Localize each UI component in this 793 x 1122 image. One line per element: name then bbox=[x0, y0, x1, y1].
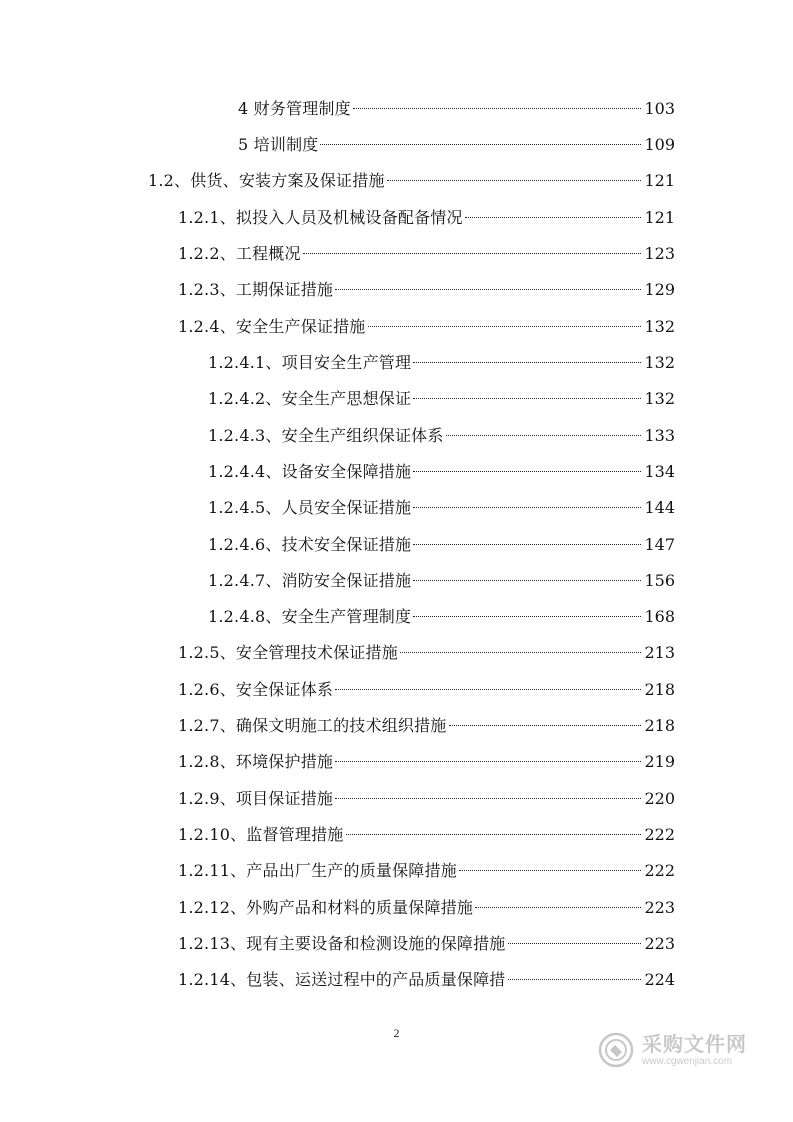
toc-entry[interactable] bbox=[0, 714, 675, 738]
toc-leader-dots bbox=[303, 253, 642, 254]
toc-leader-dots bbox=[508, 979, 642, 980]
toc-leader-dots bbox=[335, 798, 641, 799]
toc-entry[interactable] bbox=[0, 569, 675, 593]
toc-entry-title: 1.2.1、拟投入人员及机械设备配备情况 bbox=[178, 208, 463, 227]
toc-entry-title: 1.2.5、安全管理技术保证措施 bbox=[178, 643, 398, 662]
toc-leader-dots bbox=[353, 108, 642, 109]
toc-leader-dots bbox=[413, 507, 641, 508]
toc-entry[interactable] bbox=[0, 169, 675, 193]
toc-leader-dots bbox=[413, 616, 641, 617]
toc-entry-page: 222 bbox=[644, 861, 675, 880]
toc-entry[interactable] bbox=[0, 206, 675, 230]
toc-entry[interactable] bbox=[0, 787, 675, 811]
toc-leader-dots bbox=[335, 761, 641, 762]
toc-entry-page: 144 bbox=[644, 498, 675, 517]
toc-entry[interactable] bbox=[0, 315, 675, 339]
toc-entry[interactable] bbox=[0, 641, 675, 665]
toc-entry-title: 1.2.7、确保文明施工的技术组织措施 bbox=[178, 716, 447, 735]
toc-entry-title: 1.2.6、安全保证体系 bbox=[178, 680, 334, 699]
toc-entry-page: 132 bbox=[644, 317, 675, 336]
toc-entry-page: 134 bbox=[644, 462, 675, 481]
toc-entry-page: 223 bbox=[644, 898, 675, 917]
toc-entry-title: 1.2、供货、安装方案及保证措施 bbox=[148, 171, 385, 190]
toc-entry-title: 1.2.4、安全生产保证措施 bbox=[178, 317, 366, 336]
toc-entry-title: 1.2.10、监督管理措施 bbox=[178, 825, 344, 844]
toc-entry-page: 156 bbox=[644, 571, 675, 590]
toc-entry[interactable] bbox=[0, 605, 675, 629]
toc-entry[interactable] bbox=[0, 460, 675, 484]
toc-entry[interactable] bbox=[0, 533, 675, 557]
toc-entry-page: 219 bbox=[644, 752, 675, 771]
toc-entry-title: 4 财务管理制度 bbox=[238, 99, 351, 118]
toc-entry-title: 1.2.8、环境保护措施 bbox=[178, 752, 334, 771]
toc-entry-page: 132 bbox=[644, 389, 675, 408]
toc-entry[interactable] bbox=[0, 678, 675, 702]
toc-leader-dots bbox=[446, 435, 642, 436]
toc-entry[interactable] bbox=[0, 242, 675, 266]
toc-leader-dots bbox=[413, 580, 641, 581]
toc-entry-title: 1.2.4.5、人员安全保证措施 bbox=[208, 498, 412, 517]
toc-entry-title: 1.2.2、工程概况 bbox=[178, 244, 301, 263]
toc-entry-title: 1.2.12、外购产品和材料的质量保障措施 bbox=[178, 898, 474, 917]
toc-leader-dots bbox=[413, 471, 641, 472]
cgwenjian-logo-icon bbox=[598, 1032, 634, 1068]
toc-entry-title: 1.2.3、工期保证措施 bbox=[178, 280, 334, 299]
toc-leader-dots bbox=[387, 180, 642, 181]
toc-entry-title: 1.2.13、现有主要设备和检测设施的保障措施 bbox=[178, 934, 506, 953]
toc-entry-title: 1.2.4.6、技术安全保证措施 bbox=[208, 535, 412, 554]
toc-leader-dots bbox=[368, 326, 642, 327]
toc-entry-title: 1.2.11、产品出厂生产的质量保障措施 bbox=[178, 861, 457, 880]
toc-entry[interactable] bbox=[0, 932, 675, 956]
toc-leader-dots bbox=[346, 834, 642, 835]
toc-leader-dots bbox=[320, 144, 641, 145]
toc-leader-dots bbox=[413, 398, 641, 399]
toc-entry[interactable] bbox=[0, 387, 675, 411]
toc-entry[interactable] bbox=[0, 750, 675, 774]
toc-entry[interactable] bbox=[0, 823, 675, 847]
toc-entry[interactable] bbox=[0, 968, 675, 992]
toc-entry-title: 1.2.4.7、消防安全保证措施 bbox=[208, 571, 412, 590]
toc-entry-page: 168 bbox=[644, 607, 675, 626]
toc-entry-page: 121 bbox=[644, 171, 675, 190]
footer-page-number: 2 bbox=[393, 1026, 400, 1040]
toc-entry-page: 218 bbox=[644, 716, 675, 735]
toc-entry-title: 1.2.9、项目保证措施 bbox=[178, 789, 334, 808]
toc-entry-page: 133 bbox=[644, 426, 675, 445]
toc-entry[interactable] bbox=[0, 133, 675, 157]
toc-entry[interactable] bbox=[0, 859, 675, 883]
watermark-text bbox=[642, 1031, 747, 1067]
toc-entry[interactable] bbox=[0, 97, 675, 121]
watermark bbox=[598, 1026, 747, 1074]
toc-entry[interactable] bbox=[0, 278, 675, 302]
toc-entry[interactable] bbox=[0, 351, 675, 375]
toc-entry-title: 1.2.4.8、安全生产管理制度 bbox=[208, 607, 412, 626]
watermark-site-url: www.cgwenjian.com bbox=[642, 1055, 733, 1067]
toc-entry-page: 147 bbox=[644, 535, 675, 554]
toc-entry-page: 123 bbox=[644, 244, 675, 263]
toc-leader-dots bbox=[400, 652, 642, 653]
toc-entry-title: 1.2.14、包装、运送过程中的产品质量保障措 bbox=[178, 970, 506, 989]
toc-entry-page: 220 bbox=[644, 789, 675, 808]
toc-leader-dots bbox=[335, 289, 641, 290]
toc-entry-page: 121 bbox=[644, 208, 675, 227]
toc-leader-dots bbox=[413, 544, 641, 545]
watermark-site-name: 采购文件网 bbox=[642, 1031, 747, 1056]
toc-entry[interactable] bbox=[0, 496, 675, 520]
toc-leader-dots bbox=[335, 689, 641, 690]
toc-entry-title: 5 培训制度 bbox=[238, 135, 319, 154]
toc-entry-page: 129 bbox=[644, 280, 675, 299]
toc-entry-title: 1.2.4.2、安全生产思想保证 bbox=[208, 389, 412, 408]
toc-entry-page: 218 bbox=[644, 680, 675, 699]
toc-entry-title: 1.2.4.4、设备安全保障措施 bbox=[208, 462, 412, 481]
toc-leader-dots bbox=[508, 943, 642, 944]
toc-leader-dots bbox=[465, 217, 642, 218]
toc-leader-dots bbox=[459, 870, 642, 871]
toc-leader-dots bbox=[475, 907, 641, 908]
toc-leader-dots bbox=[449, 725, 642, 726]
toc-entry-page: 224 bbox=[644, 970, 675, 989]
toc-entry-title: 1.2.4.1、项目安全生产管理 bbox=[208, 353, 412, 372]
toc-entry-page: 222 bbox=[644, 825, 675, 844]
toc-entry-page: 223 bbox=[644, 934, 675, 953]
toc-entry-page: 103 bbox=[644, 99, 675, 118]
toc-entry[interactable] bbox=[0, 424, 675, 448]
toc-entry-page: 213 bbox=[644, 643, 675, 662]
toc-entry[interactable] bbox=[0, 896, 675, 920]
toc-leader-dots bbox=[413, 362, 641, 363]
toc-entry-page: 109 bbox=[644, 135, 675, 154]
toc-entry-page: 132 bbox=[644, 353, 675, 372]
toc-entry-title: 1.2.4.3、安全生产组织保证体系 bbox=[208, 426, 444, 445]
